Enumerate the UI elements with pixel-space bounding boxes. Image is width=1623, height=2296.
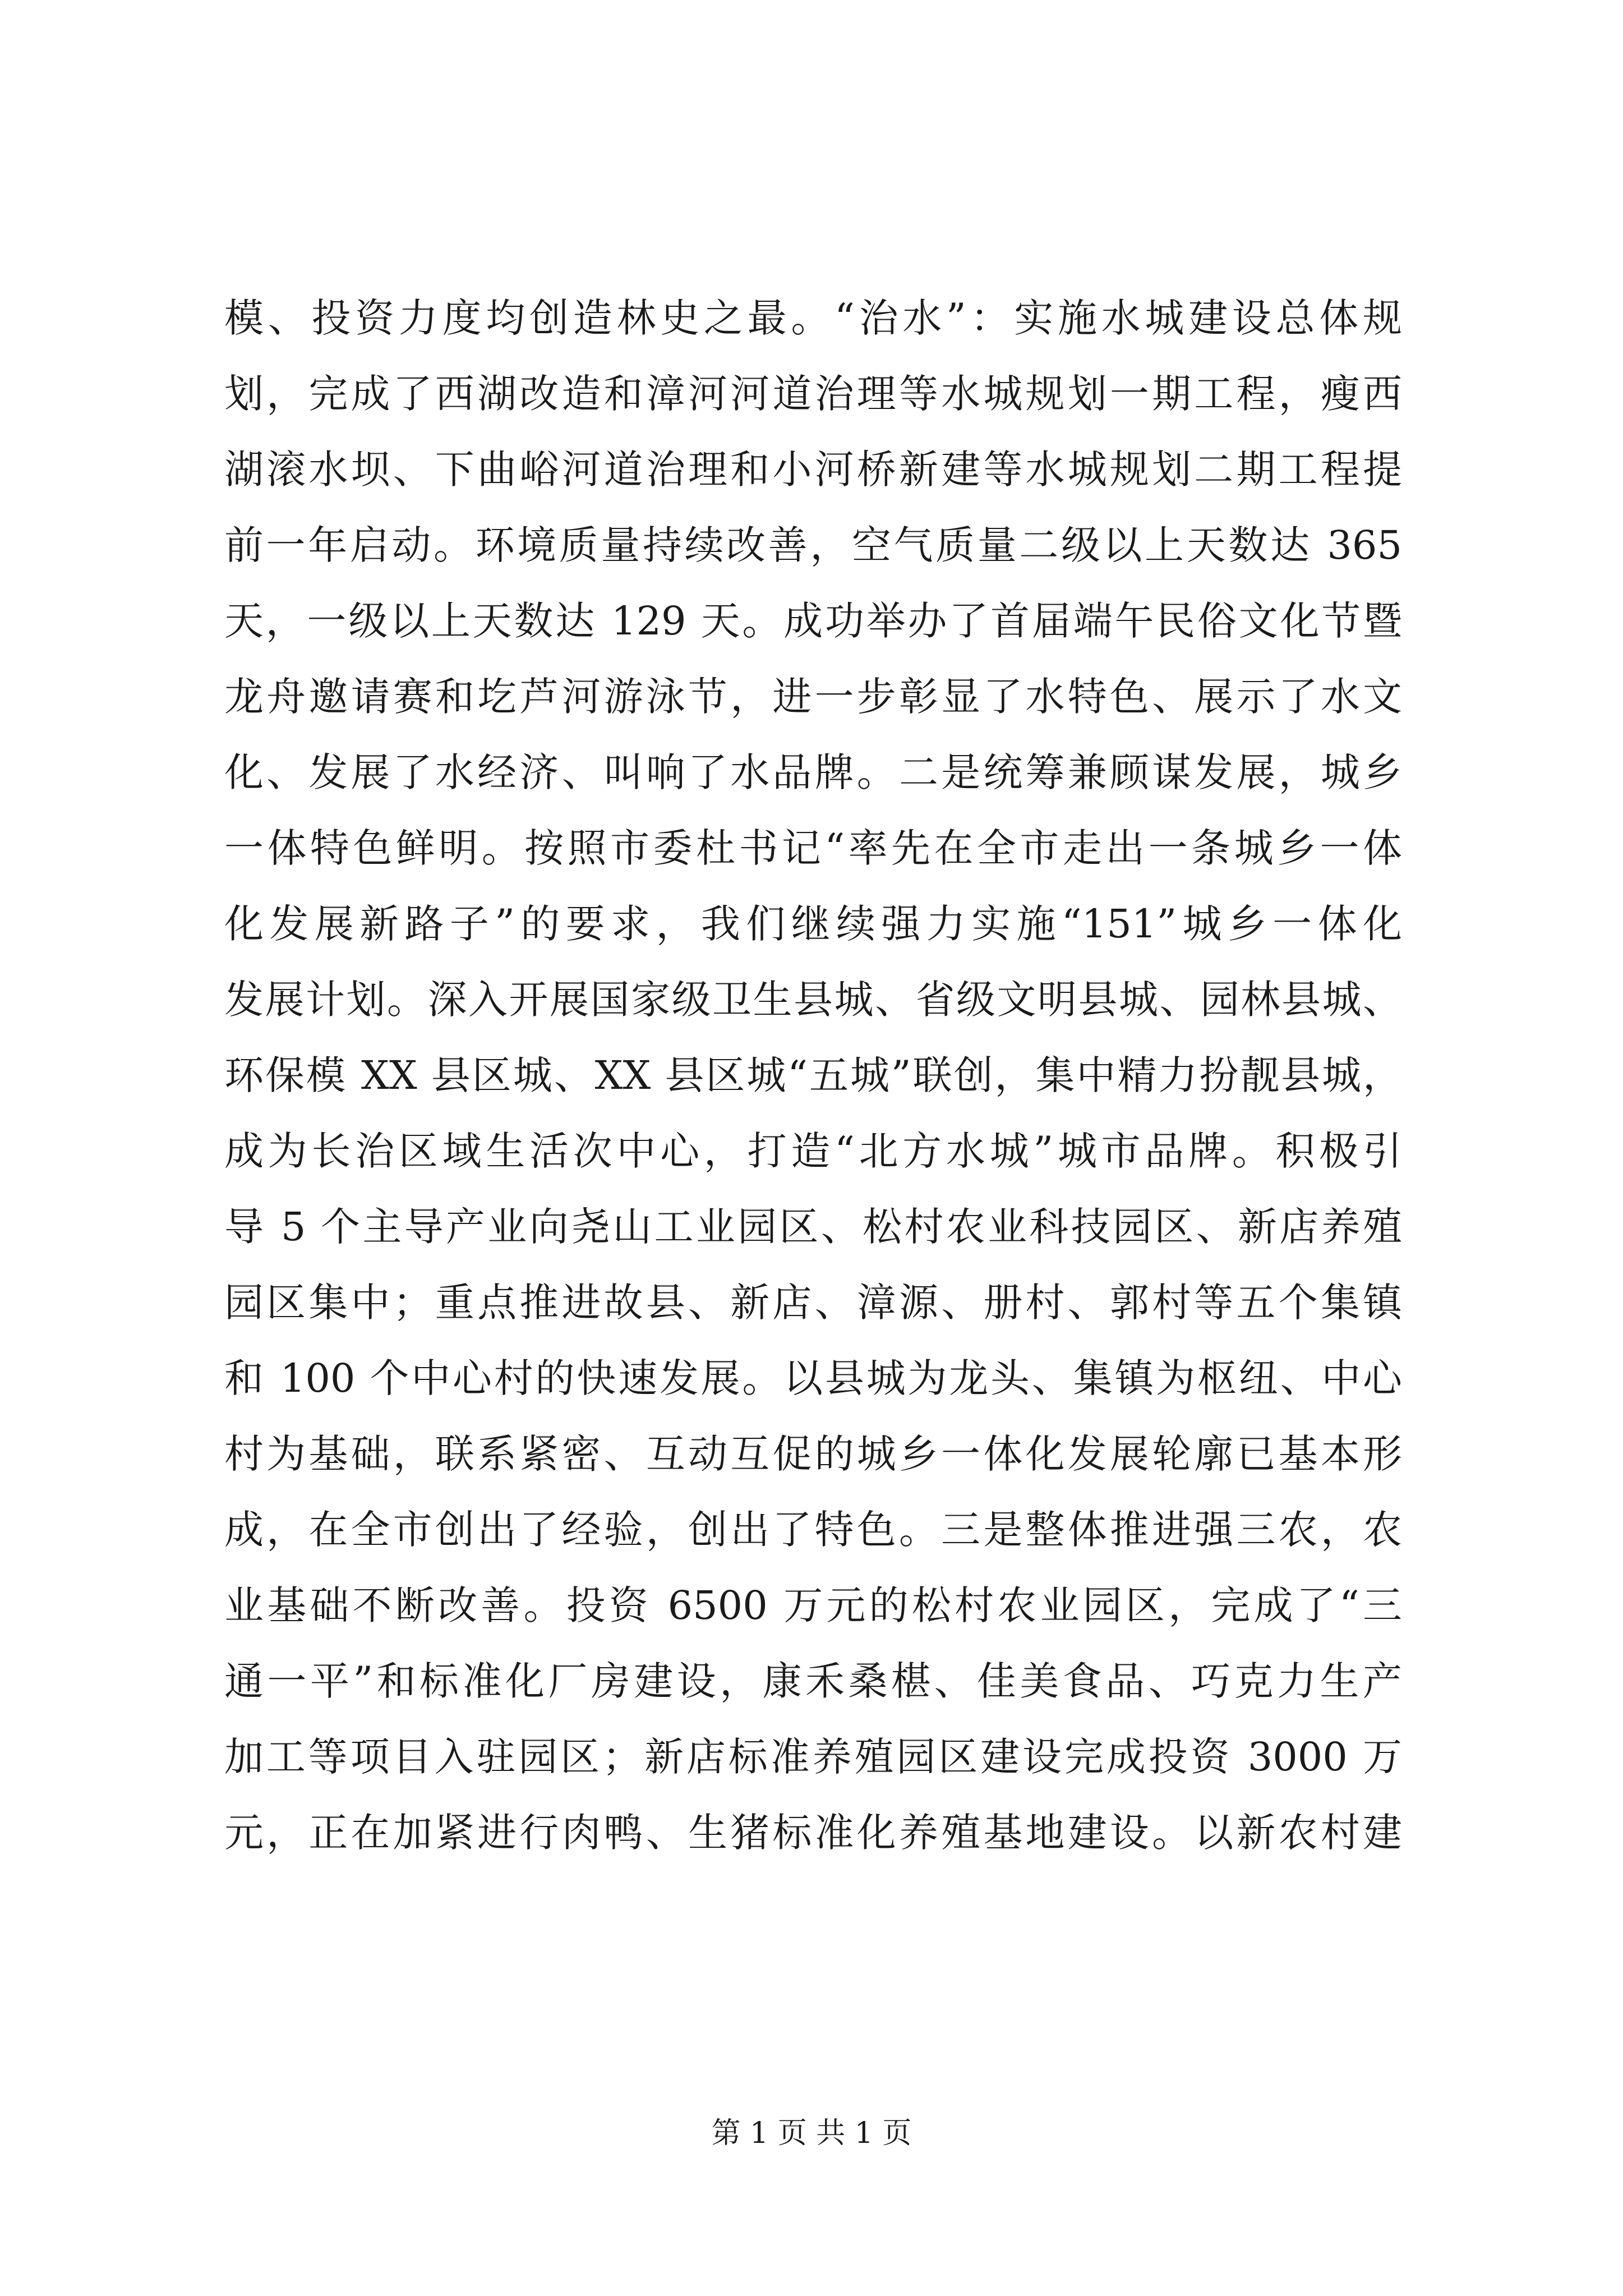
text-line: 划，完成了西湖改造和漳河河道治理等水城规划一期工程，瘦西: [224, 371, 1402, 417]
text-line: 村为基础，联系紧密、互动互促的城乡一体化发展轮廓已基本形: [224, 1431, 1402, 1477]
text-line: 一体特色鲜明。按照市委杜书记“率先在全市走出一条城乡一体: [224, 825, 1402, 871]
text-line: 加工等项目入驻园区；新店标准养殖园区建设完成投资 3000 万: [224, 1734, 1402, 1780]
text-line: 化、发展了水经济、叫响了水品牌。二是统筹兼顾谋发展，城乡: [224, 749, 1402, 795]
text-line: 和 100 个中心村的快速发展。以县城为龙头、集镇为枢纽、中心: [224, 1355, 1402, 1401]
text-line: 导 5 个主导产业向尧山工业园区、松村农业科技园区、新店养殖: [224, 1204, 1402, 1250]
text-line: 元，正在加紧进行肉鸭、生猪标准化养殖基地建设。以新农村建: [224, 1810, 1402, 1856]
text-line: 化发展新路子”的要求，我们继续强力实施“151”城乡一体化: [224, 901, 1402, 947]
text-line: 天，一级以上天数达 129 天。成功举办了首届端午民俗文化节暨: [224, 598, 1402, 644]
text-line: 模、投资力度均创造林史之最。“治水”：实施水城建设总体规: [224, 295, 1402, 341]
text-line: 业基础不断改善。投资 6500 万元的松村农业园区，完成了“三: [224, 1582, 1402, 1628]
body-text: [224, 280, 1402, 1871]
text-line: 成为长治区域生活次中心，打造“北方水城”城市品牌。积极引: [224, 1128, 1402, 1174]
text-line: 湖滚水坝、下曲峪河道治理和小河桥新建等水城规划二期工程提: [224, 447, 1402, 493]
text-line: 前一年启动。环境质量持续改善，空气质量二级以上天数达 365: [224, 522, 1402, 568]
page-footer: 第 1 页 共 1 页: [711, 2116, 912, 2150]
text-line: 通一平”和标准化厂房建设，康禾桑椹、佳美食品、巧克力生产: [224, 1658, 1402, 1704]
text-line: 发展计划。深入开展国家级卫生县城、省级文明县城、园林县城、: [224, 977, 1402, 1023]
text-line: 龙舟邀请赛和圪芦河游泳节，进一步彰显了水特色、展示了水文: [224, 674, 1402, 720]
text-line: 园区集中；重点推进故县、新店、漳源、册村、郭村等五个集镇: [224, 1280, 1402, 1326]
text-line: 环保模 XX 县区城、XX 县区城“五城”联创，集中精力扮靓县城，: [224, 1052, 1402, 1098]
text-line: 成，在全市创出了经验，创出了特色。三是整体推进强三农，农: [224, 1507, 1402, 1553]
